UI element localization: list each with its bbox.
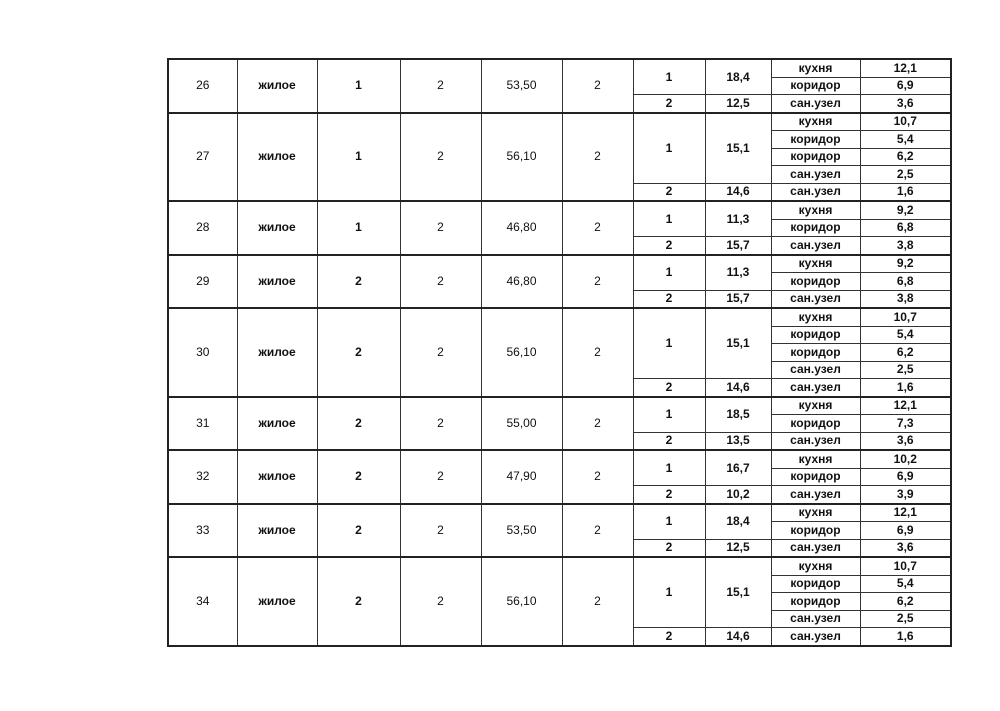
room-name: сан.узел	[771, 183, 860, 201]
group-index: 1	[633, 113, 705, 184]
apartment-number: 31	[168, 397, 237, 451]
group-value: 14,6	[705, 379, 771, 397]
room-area: 1,6	[860, 379, 951, 397]
room-name: коридор	[771, 344, 860, 362]
room-area: 6,2	[860, 148, 951, 166]
apartment-number: 33	[168, 504, 237, 558]
column-3-value: 2	[317, 557, 400, 646]
apartment-type: жилое	[237, 113, 317, 202]
group-index: 2	[633, 379, 705, 397]
column-6-value: 2	[562, 255, 633, 309]
room-name: кухня	[771, 450, 860, 468]
room-area: 6,9	[860, 522, 951, 540]
group-value: 18,4	[705, 504, 771, 540]
room-area: 3,9	[860, 486, 951, 504]
room-area: 12,1	[860, 504, 951, 522]
room-name: сан.узел	[771, 379, 860, 397]
group-value: 11,3	[705, 255, 771, 291]
room-area: 10,7	[860, 113, 951, 131]
group-index: 2	[633, 95, 705, 113]
room-name: коридор	[771, 219, 860, 237]
apartment-number: 28	[168, 201, 237, 255]
room-area: 10,2	[860, 450, 951, 468]
apartment-type: жилое	[237, 308, 317, 397]
apartment-area: 55,00	[481, 397, 562, 451]
room-name: сан.узел	[771, 539, 860, 557]
column-6-value: 2	[562, 504, 633, 558]
apartment-area: 56,10	[481, 113, 562, 202]
column-6-value: 2	[562, 450, 633, 504]
apartment-number: 26	[168, 59, 237, 113]
group-index: 2	[633, 539, 705, 557]
group-value: 14,6	[705, 628, 771, 646]
group-value: 11,3	[705, 201, 771, 237]
apartment-area: 53,50	[481, 59, 562, 113]
column-3-value: 2	[317, 397, 400, 451]
apartment-type: жилое	[237, 557, 317, 646]
room-name: сан.узел	[771, 486, 860, 504]
column-3-value: 2	[317, 450, 400, 504]
column-4-value: 2	[400, 255, 481, 309]
group-index: 1	[633, 504, 705, 540]
room-name: коридор	[771, 326, 860, 344]
room-area: 1,6	[860, 628, 951, 646]
room-name: кухня	[771, 201, 860, 219]
apartment-number: 32	[168, 450, 237, 504]
apartment-area: 46,80	[481, 201, 562, 255]
room-name: сан.узел	[771, 432, 860, 450]
column-3-value: 2	[317, 308, 400, 397]
group-value: 16,7	[705, 450, 771, 486]
room-name: кухня	[771, 557, 860, 575]
column-4-value: 2	[400, 308, 481, 397]
group-value: 12,5	[705, 95, 771, 113]
room-name: кухня	[771, 308, 860, 326]
room-area: 3,8	[860, 237, 951, 255]
table-row	[168, 255, 951, 273]
group-index: 2	[633, 290, 705, 308]
apartment-area: 56,10	[481, 557, 562, 646]
room-name: кухня	[771, 255, 860, 273]
room-area: 12,1	[860, 397, 951, 415]
room-name: коридор	[771, 468, 860, 486]
room-name: коридор	[771, 77, 860, 95]
group-index: 1	[633, 201, 705, 237]
table-row	[168, 557, 951, 575]
apartment-type: жилое	[237, 59, 317, 113]
room-name: сан.узел	[771, 610, 860, 628]
column-4-value: 2	[400, 557, 481, 646]
group-value: 13,5	[705, 432, 771, 450]
column-4-value: 2	[400, 397, 481, 451]
apartment-area: 47,90	[481, 450, 562, 504]
group-index: 2	[633, 628, 705, 646]
room-name: сан.узел	[771, 95, 860, 113]
room-area: 2,5	[860, 610, 951, 628]
group-value: 15,7	[705, 237, 771, 255]
room-area: 6,8	[860, 219, 951, 237]
apartment-number: 34	[168, 557, 237, 646]
group-value: 12,5	[705, 539, 771, 557]
group-index: 1	[633, 59, 705, 95]
column-3-value: 1	[317, 59, 400, 113]
room-area: 6,9	[860, 468, 951, 486]
table-row	[168, 59, 951, 77]
group-value: 15,1	[705, 308, 771, 379]
column-4-value: 2	[400, 201, 481, 255]
group-index: 2	[633, 237, 705, 255]
room-name: сан.узел	[771, 166, 860, 184]
group-value: 18,5	[705, 397, 771, 433]
column-6-value: 2	[562, 59, 633, 113]
room-name: кухня	[771, 504, 860, 522]
group-value: 15,7	[705, 290, 771, 308]
room-area: 10,7	[860, 308, 951, 326]
apartment-type: жилое	[237, 255, 317, 309]
room-name: сан.узел	[771, 290, 860, 308]
group-index: 1	[633, 557, 705, 628]
column-6-value: 2	[562, 557, 633, 646]
room-name: коридор	[771, 131, 860, 149]
column-4-value: 2	[400, 113, 481, 202]
room-area: 1,6	[860, 183, 951, 201]
room-name: коридор	[771, 273, 860, 291]
room-area: 3,6	[860, 432, 951, 450]
column-3-value: 2	[317, 504, 400, 558]
room-area: 9,2	[860, 255, 951, 273]
column-3-value: 1	[317, 201, 400, 255]
apartment-type: жилое	[237, 504, 317, 558]
table-row	[168, 450, 951, 468]
group-index: 2	[633, 432, 705, 450]
room-area: 6,9	[860, 77, 951, 95]
room-name: сан.узел	[771, 628, 860, 646]
room-name: сан.узел	[771, 237, 860, 255]
column-6-value: 2	[562, 201, 633, 255]
room-name: коридор	[771, 575, 860, 593]
room-area: 3,6	[860, 95, 951, 113]
room-area: 10,7	[860, 557, 951, 575]
column-3-value: 2	[317, 255, 400, 309]
room-area: 6,2	[860, 344, 951, 362]
group-index: 1	[633, 308, 705, 379]
column-6-value: 2	[562, 113, 633, 202]
room-area: 2,5	[860, 166, 951, 184]
room-area: 5,4	[860, 326, 951, 344]
room-name: коридор	[771, 593, 860, 611]
room-area: 6,2	[860, 593, 951, 611]
room-area: 3,6	[860, 539, 951, 557]
room-name: коридор	[771, 522, 860, 540]
table-row	[168, 504, 951, 522]
table-body	[168, 59, 951, 646]
apartment-type: жилое	[237, 397, 317, 451]
table-row	[168, 201, 951, 219]
apartment-area: 46,80	[481, 255, 562, 309]
apartment-area: 53,50	[481, 504, 562, 558]
group-index: 2	[633, 183, 705, 201]
table-row	[168, 308, 951, 326]
group-value: 18,4	[705, 59, 771, 95]
column-4-value: 2	[400, 450, 481, 504]
table-row	[168, 397, 951, 415]
group-index: 1	[633, 397, 705, 433]
group-value: 14,6	[705, 183, 771, 201]
group-value: 15,1	[705, 113, 771, 184]
room-area: 5,4	[860, 575, 951, 593]
room-area: 9,2	[860, 201, 951, 219]
column-3-value: 1	[317, 113, 400, 202]
apartment-number: 27	[168, 113, 237, 202]
group-index: 1	[633, 255, 705, 291]
group-value: 10,2	[705, 486, 771, 504]
column-4-value: 2	[400, 59, 481, 113]
column-6-value: 2	[562, 397, 633, 451]
group-index: 1	[633, 450, 705, 486]
room-area: 7,3	[860, 415, 951, 433]
group-value: 15,1	[705, 557, 771, 628]
room-name: сан.узел	[771, 361, 860, 379]
column-4-value: 2	[400, 504, 481, 558]
room-area: 12,1	[860, 59, 951, 77]
apartment-table	[167, 58, 952, 647]
apartment-number: 30	[168, 308, 237, 397]
room-area: 6,8	[860, 273, 951, 291]
room-name: коридор	[771, 415, 860, 433]
column-6-value: 2	[562, 308, 633, 397]
room-name: коридор	[771, 148, 860, 166]
group-index: 2	[633, 486, 705, 504]
room-name: кухня	[771, 113, 860, 131]
room-name: кухня	[771, 397, 860, 415]
room-area: 2,5	[860, 361, 951, 379]
apartment-number: 29	[168, 255, 237, 309]
room-area: 3,8	[860, 290, 951, 308]
apartment-area: 56,10	[481, 308, 562, 397]
table-row	[168, 113, 951, 131]
room-name: кухня	[771, 59, 860, 77]
apartment-type: жилое	[237, 450, 317, 504]
apartment-type: жилое	[237, 201, 317, 255]
room-area: 5,4	[860, 131, 951, 149]
